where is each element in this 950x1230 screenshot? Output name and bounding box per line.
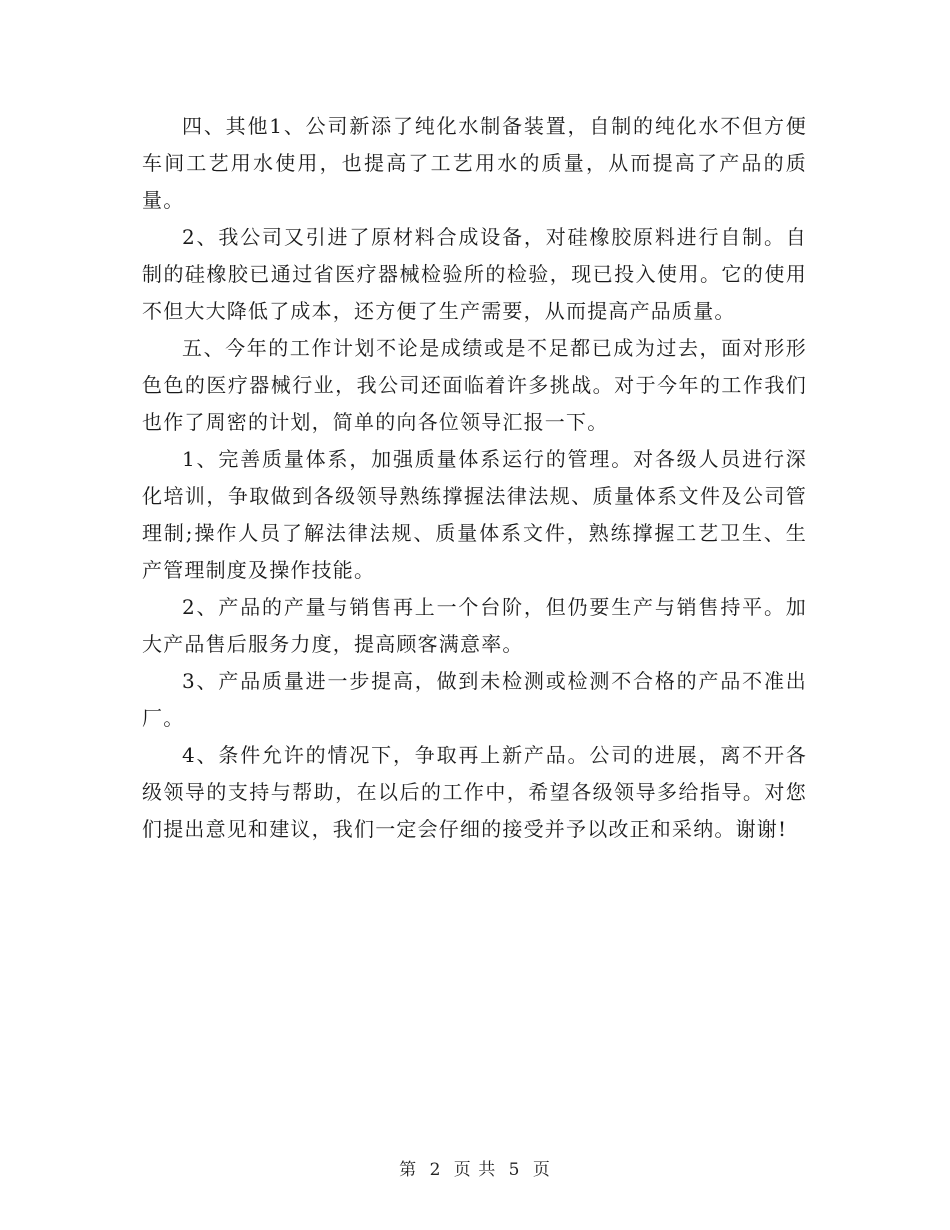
paragraph-new-products: 4、条件允许的情况下，争取再上新产品。公司的进展，离不开各级领导的支持与帮助，在以后的工作中，希望各级领导多给指导。对您们提出意见和建议，我们一定会仔细的接受并予以改正和采纳。谢谢! [142, 743, 807, 841]
paragraph-product-quality: 3、产品质量进一步提高，做到未检测或检测不合格的产品不准出厂。 [142, 669, 807, 730]
document-body [142, 108, 807, 848]
paragraph-quality-system: 1、完善质量体系，加强质量体系运行的管理。对各级人员进行深化培训，争取做到各级领导熟练撑握法律法规、质量体系文件及公司管理制;操作人员了解法律法规、质量体系文件，熟练撑握工艺卫生、生产管理制度及操作技能。 [142, 447, 807, 582]
footer-prefix: 第 [399, 1160, 418, 1180]
page-footer [0, 1155, 950, 1180]
paragraph-production-sales: 2、产品的产量与销售再上一个台阶，但仍要生产与销售持平。加大产品售后服务力度，提高顾客满意率。 [142, 595, 807, 656]
footer-current-page: 2 [429, 1160, 442, 1180]
footer-middle: 页 共 [453, 1160, 497, 1180]
paragraph-other-items: 四、其他1、公司新添了纯化水制备装置，自制的纯化水不但方便车间工艺用水使用，也提高了工艺用水的质量，从而提高了产品的质量。 [142, 114, 807, 212]
paragraph-work-plan: 五、今年的工作计划不论是成绩或是不足都已成为过去，面对形形色色的医疗器械行业，我公司还面临着许多挑战。对于今年的工作我们也作了周密的计划，简单的向各位领导汇报一下。 [142, 336, 807, 434]
footer-total-pages: 5 [508, 1160, 521, 1180]
paragraph-raw-material-equipment: 2、我公司又引进了原材料合成设备，对硅橡胶原料进行自制。自制的硅橡胶已通过省医疗器械检验所的检验，现已投入使用。它的使用不但大大降低了成本，还方便了生产需要，从而提高产品质量。 [142, 225, 807, 323]
footer-suffix: 页 [532, 1160, 551, 1180]
